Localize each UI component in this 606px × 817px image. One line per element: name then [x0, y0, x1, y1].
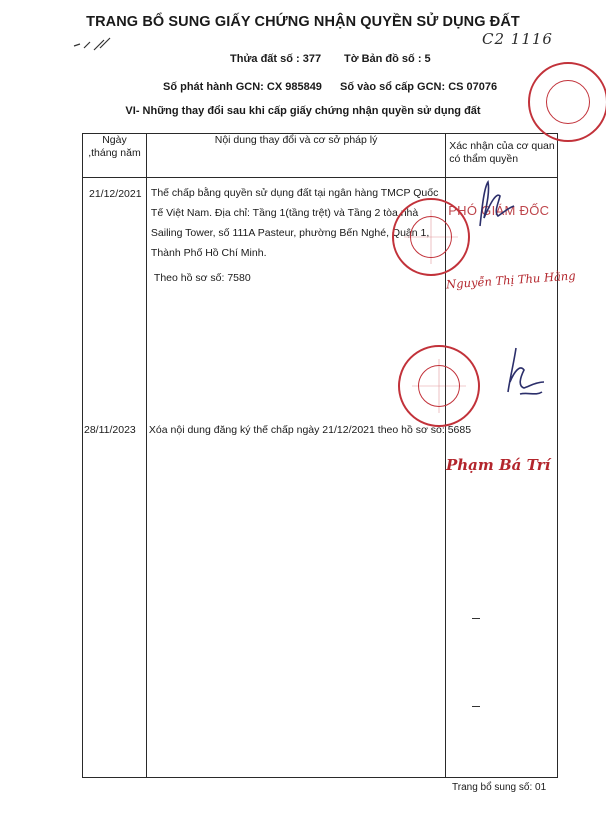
date-column — [83, 178, 147, 778]
col-header-date-label: Ngày ,tháng năm — [88, 134, 141, 159]
section-title: VI- Những thay đổi sau khi cấp giấy chứng nhận quyền sử dụng đất — [125, 105, 481, 117]
signer-name-1: Nguyễn Thị Thu Hằng — [445, 268, 577, 292]
supplementary-page-number: Trang bổ sung số: 01 — [452, 782, 547, 793]
scribble-mark — [70, 32, 120, 56]
official-stamp-2 — [398, 345, 480, 427]
map-number: Tờ Bản đồ số : 5 — [344, 53, 431, 65]
col-header-confirmation — [446, 134, 558, 178]
row-1-file-number: Theo hồ sơ số: 7580 — [153, 272, 251, 284]
official-stamp-partial — [528, 62, 606, 142]
row-1-date: 21/12/2021 — [89, 188, 142, 200]
edge-mark — [472, 618, 480, 619]
signature-1 — [462, 178, 522, 230]
handwritten-code: C2 1116 — [482, 30, 553, 48]
row-1-signer-title: PHÓ GIÁM ĐỐC — [448, 203, 550, 218]
signature-2 — [480, 342, 550, 404]
table-header-row — [83, 134, 558, 178]
gcn-issue-number: Số phát hành GCN: CX 985849 — [163, 81, 322, 93]
col-header-confirmation-label: Xác nhận của cơ quan có thẩm quyền — [449, 140, 555, 165]
col-header-date — [83, 134, 147, 178]
col-header-content-label: Nội dung thay đổi và cơ sở pháp lý — [214, 134, 378, 146]
page-title: TRANG BỔ SUNG GIẤY CHỨNG NHẬN QUYỀN SỬ DỤNG ĐẤT — [86, 14, 520, 30]
signer-name-2: Phạm Bá Trí — [446, 456, 551, 474]
row-2-date: 28/11/2023 — [84, 424, 136, 436]
table-body-row — [83, 178, 558, 778]
row-2-content: Xóa nội dung đăng ký thế chấp ngày 21/12/2021 theo hồ sơ số: 5685 — [148, 424, 472, 436]
edge-mark — [472, 706, 480, 707]
col-header-content — [146, 134, 445, 178]
parcel-number: Thửa đất số : 377 — [230, 53, 322, 65]
official-stamp-1 — [392, 198, 470, 276]
row-1-content: Thế chấp bằng quyền sử dụng đất tại ngân hàng TMCP Quốc Tế Việt Nam. Địa chỉ: Tầng 1(tầng trệt) và Tầng 2 tòa nhà Sailing Tower, số 111A Pasteur, phường Bến Nghé, Quận 1, Thành Phố Hồ Chí Minh. — [150, 187, 439, 259]
gcn-book-number: Số vào sổ cấp GCN: CS 07076 — [340, 81, 498, 93]
